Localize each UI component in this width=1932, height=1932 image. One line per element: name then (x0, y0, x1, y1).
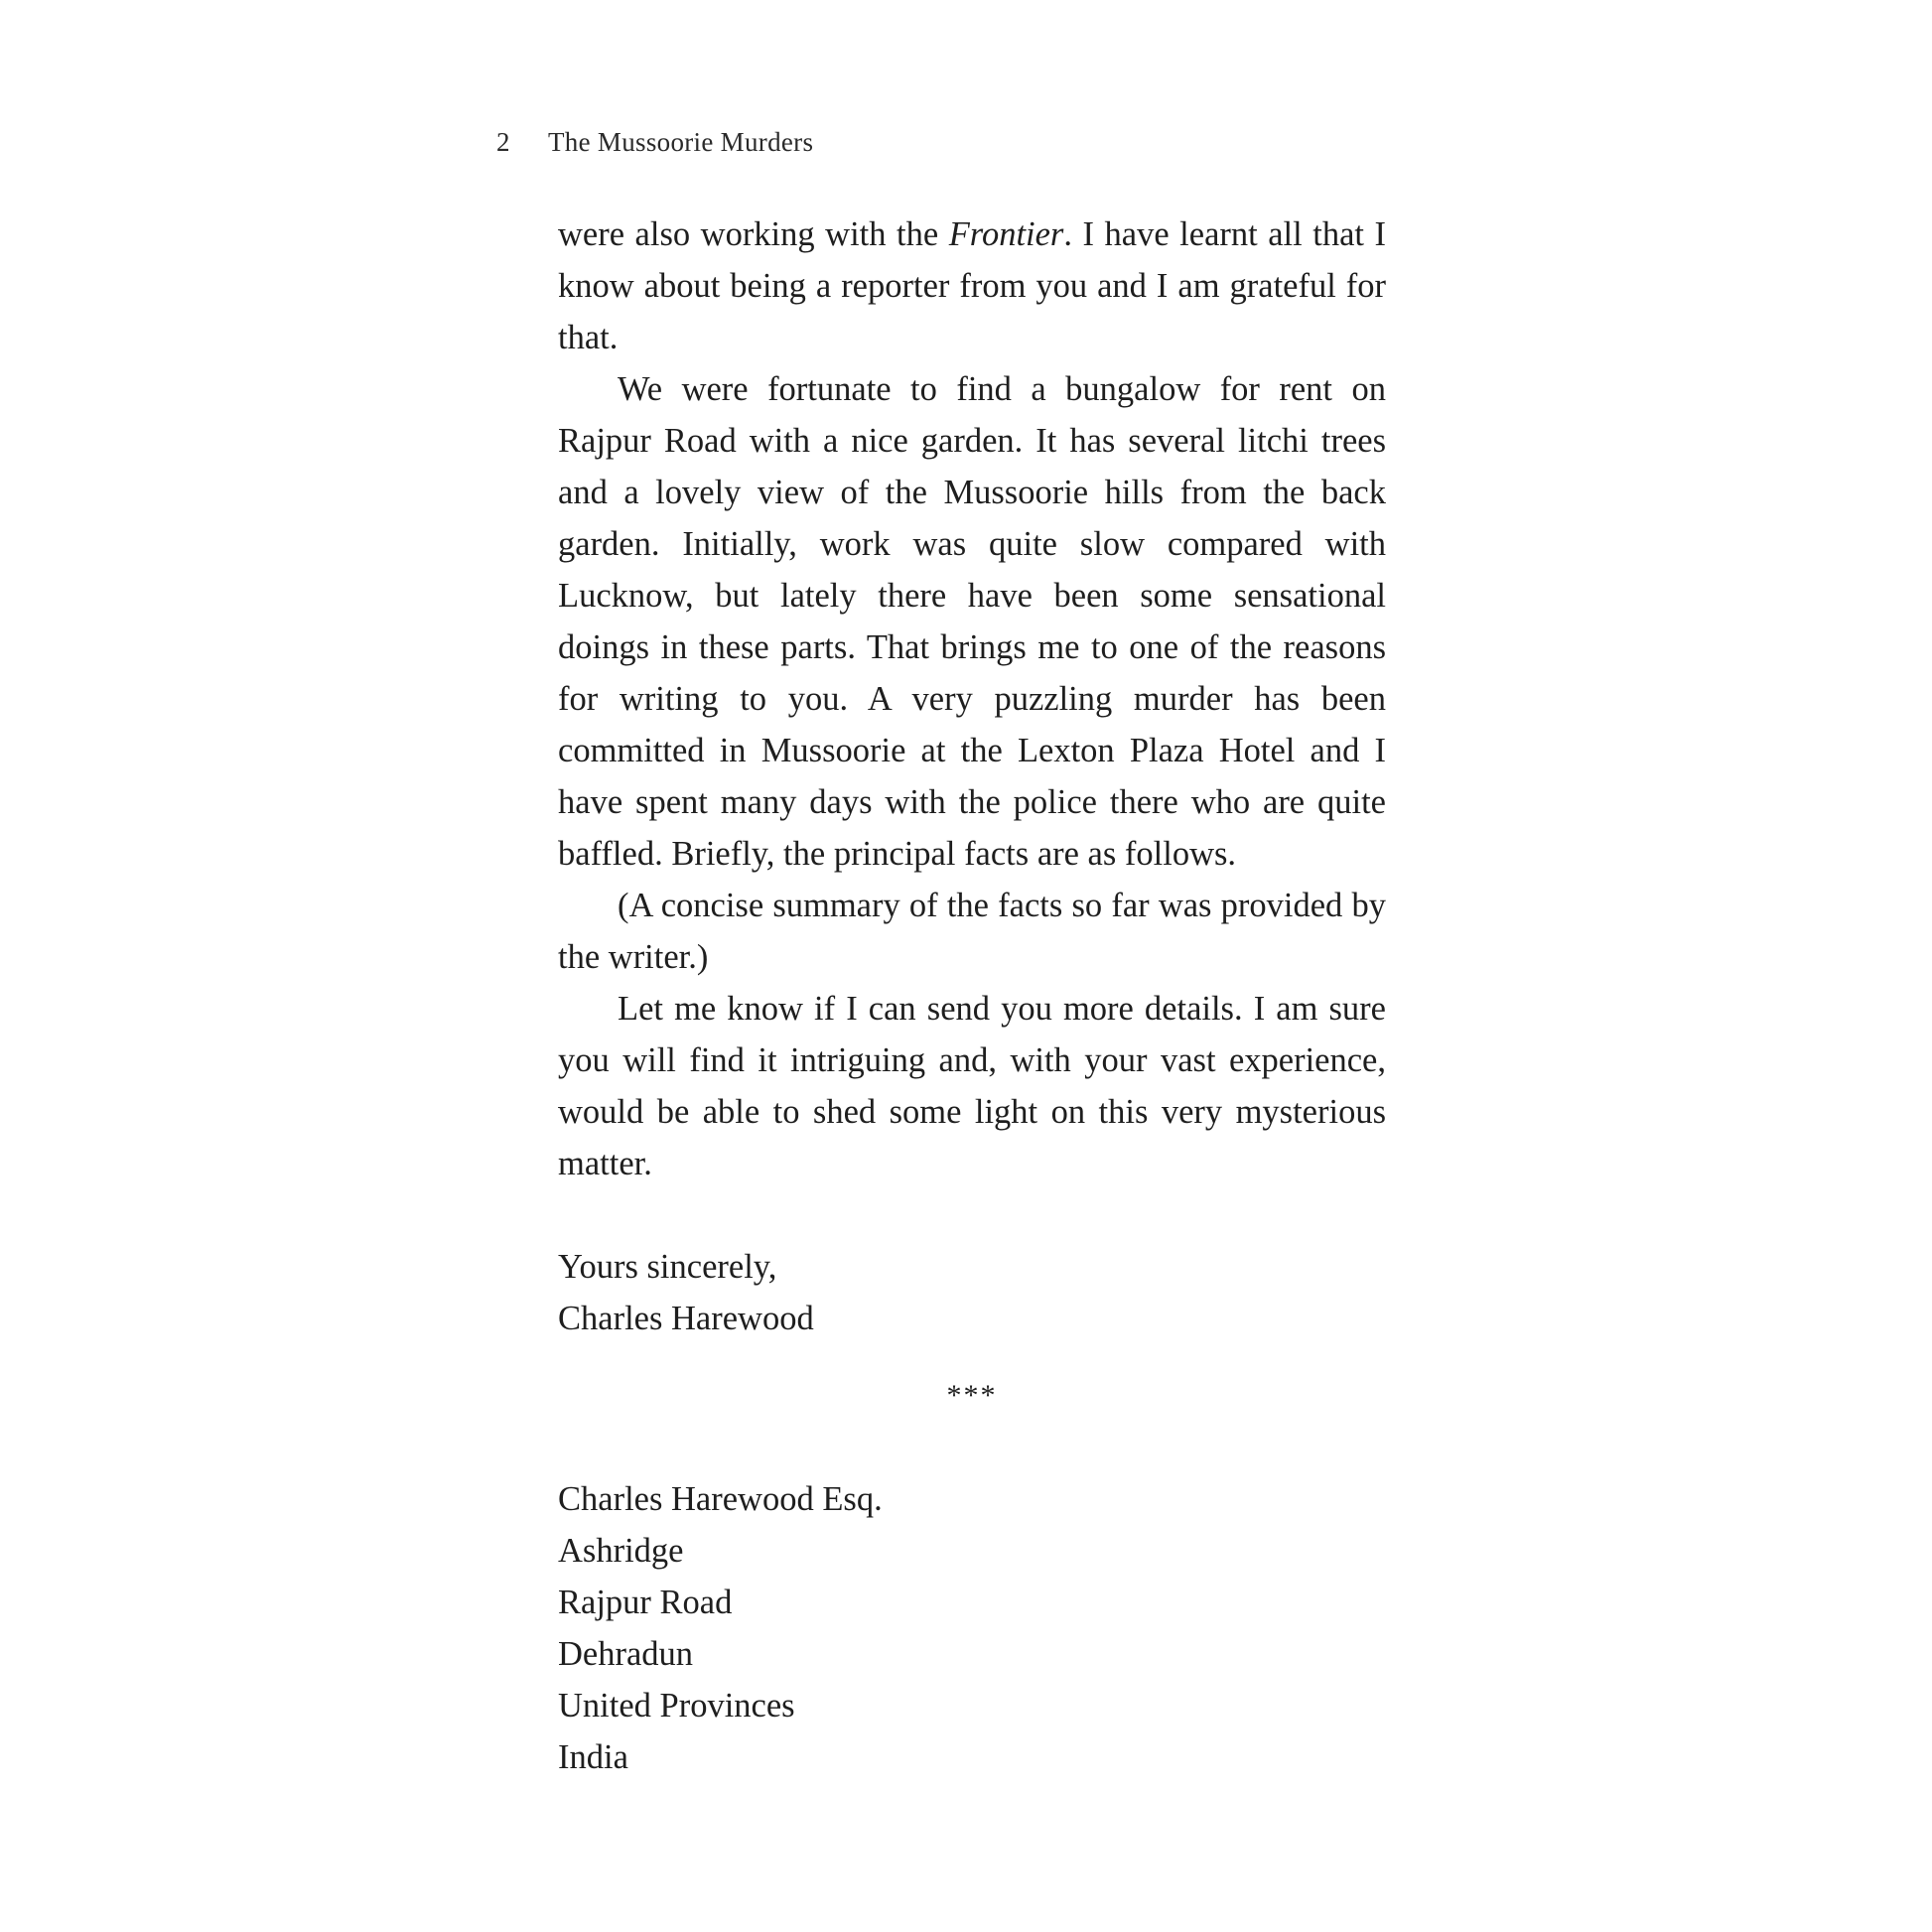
book-title: The Mussoorie Murders (548, 127, 814, 157)
paragraph-4: Let me know if I can send you more details. I am sure you will find it intriguing and, with your vast experience, would be able to shed some light on this very mysterious matter. (558, 990, 1386, 1182)
address-line: Charles Harewood Esq. (558, 1480, 883, 1518)
valediction: Yours sincerely, (558, 1248, 777, 1286)
address-line: Ashridge (558, 1532, 684, 1570)
signature: Charles Harewood (558, 1300, 814, 1337)
address-line: Dehradun (558, 1635, 694, 1673)
page-number: 2 (496, 127, 510, 157)
address-line: India (558, 1738, 628, 1776)
section-separator: *** (946, 1379, 998, 1412)
closing (558, 1241, 1386, 1344)
paragraph-2: We were fortunate to find a bungalow for rent on Rajpur Road with a nice garden. It has several litchi trees and a lovely view of the Mussoorie hills from the back garden. Initially, work was quite slow compared with Lucknow, but lately there have been some sensational doings in these parts. That brings me to one of the reasons for writing to you. A very puzzling murder has been committed in Mussoorie at the Lexton Plaza Hotel and I have spent many days with the police there who are quite baffled. Briefly, the principal facts are as follows. (558, 370, 1386, 873)
paragraph-1-start: were also working with the (558, 215, 949, 253)
address-line: United Provinces (558, 1687, 795, 1725)
paragraph-1-end: . I have learnt all that I know about being a reporter from you and I am grateful for that. (558, 215, 1387, 356)
paragraph-3: (A concise summary of the facts so far was provided by the writer.) (558, 887, 1386, 976)
newspaper-title: Frontier (948, 215, 1064, 253)
running-head (496, 127, 813, 158)
paragraph-1 (558, 208, 1386, 363)
address-line: Rajpur Road (558, 1584, 733, 1621)
letter-text (558, 208, 1386, 1783)
address-block (558, 1473, 1386, 1783)
